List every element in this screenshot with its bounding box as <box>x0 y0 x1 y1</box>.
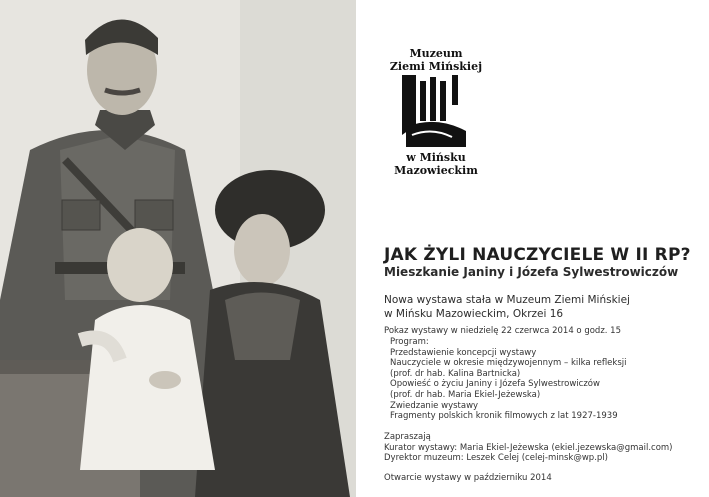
logo-line-4: Mazowieckim <box>394 164 478 177</box>
logo-line-3: w Mińsku <box>406 151 466 164</box>
page-title: JAK ŻYLI NAUCZYCIELE W II RP? <box>384 245 691 265</box>
program-list <box>384 337 709 422</box>
program-item: (prof. dr hab. Kalina Bartnicka) <box>390 368 521 379</box>
invitation <box>384 432 709 464</box>
curator-line: Kurator wystawy: Maria Ekiel-Jeżewska (ekiel.jezewska@gmail.com) <box>384 442 673 453</box>
program-item: Program: <box>390 337 429 347</box>
intro-line: Nowa wystawa stała w Muzeum Ziemi Mińskiej <box>384 294 630 306</box>
opening-note: Otwarcie wystawy w październiku 2014 <box>384 473 552 483</box>
program-item: Fragmenty polskich kronik filmowych z lat 1927-1939 <box>390 411 618 422</box>
program-item: Zwiedzanie wystawy <box>390 400 479 411</box>
page-subtitle: Mieszkanie Janiny i Józefa Sylwestrowiczów <box>384 265 679 279</box>
director-line: Dyrektor muzeum: Leszek Celej (celej-minsk@wp.pl) <box>384 453 608 464</box>
program-item: Opowieść o życiu Janiny i Józefa Sylwestrowiczów <box>390 379 600 390</box>
program-item: Przedstawienie koncepcji wystawy <box>390 347 537 358</box>
logo-line-2: Ziemi Mińskiej <box>389 60 483 73</box>
exhibition-intro <box>384 293 704 321</box>
invite-line: Zapraszają <box>384 432 431 442</box>
logo-line-1: Muzeum <box>409 47 463 60</box>
show-info: Pokaz wystawy w niedzielę 22 czerwca 2014 o godz. 15 <box>384 326 621 336</box>
program-item: Nauczyciele w okresie międzywojennym – kilka refleksji <box>390 358 627 369</box>
intro-line: w Mińsku Mazowieckim, Okrzei 16 <box>384 308 564 320</box>
program-item: (prof. dr hab. Maria Ekiel-Jeżewska) <box>390 389 541 400</box>
museum-logo <box>386 47 486 182</box>
museum-emblem-icon <box>402 75 470 147</box>
